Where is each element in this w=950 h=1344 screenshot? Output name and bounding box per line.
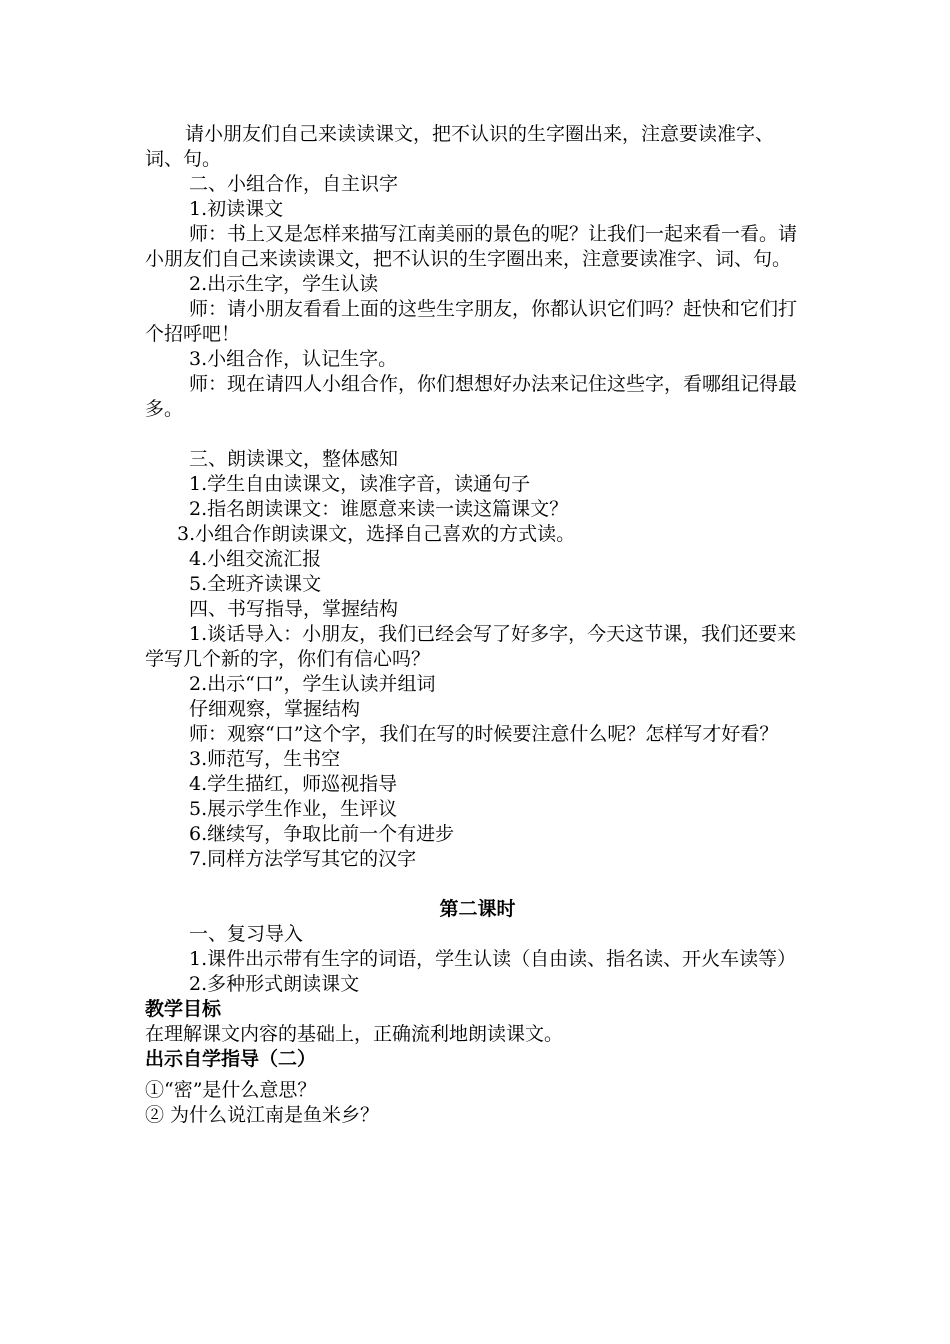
paragraph: 3.小组合作，认记生字。 xyxy=(189,348,398,370)
paragraph: 4.小组交流汇报 xyxy=(189,548,322,570)
paragraph: 6.继续写，争取比前一个有进步 xyxy=(189,823,455,845)
paragraph: 仔细观察，掌握结构 xyxy=(189,698,361,720)
paragraph: 3.小组合作朗读课文，选择自己喜欢的方式读。 xyxy=(177,523,576,545)
paragraph: 师：观察“口”这个字，我们在写的时候要注意什么呢？怎样写才好看？ xyxy=(189,723,779,745)
paragraph: 师：现在请四人小组合作，你们想想好办法来记住这些字，看哪组记得最多。 xyxy=(145,373,798,420)
lesson-heading: 第二课时 xyxy=(439,898,516,920)
blank-line xyxy=(145,422,810,447)
section-heading: 四、书写指导，掌握结构 xyxy=(189,598,399,620)
paragraph: 2.出示“口”，学生认读并组词 xyxy=(189,673,436,695)
paragraph: 7.同样方法学写其它的汉字 xyxy=(189,848,417,870)
paragraph: 1.初读课文 xyxy=(189,198,284,220)
section-heading: 一、复习导入 xyxy=(189,923,304,945)
paragraph: 4.学生描红，师巡视指导 xyxy=(189,773,398,795)
document-page xyxy=(145,122,810,1128)
paragraph: 2.指名朗读课文：谁愿意来读一读这篇课文？ xyxy=(189,498,569,520)
paragraph: 1.谈话导入：小朋友，我们已经会写了好多字，今天这节课，我们还要来学写几个新的字，你们有信心吗？ xyxy=(145,623,797,670)
paragraph: 师：请小朋友看看上面的这些生字朋友，你都认识它们吗？赶快和它们打个招呼吧！ xyxy=(145,298,798,345)
subheading: 教学目标 xyxy=(145,998,222,1020)
paragraph: 5.全班齐读课文 xyxy=(189,573,322,595)
paragraph: 2.出示生字，学生认读 xyxy=(189,273,379,295)
section-heading: 二、小组合作，自主识字 xyxy=(189,173,399,195)
paragraph: 在理解课文内容的基础上，正确流利地朗读课文。 xyxy=(145,1023,564,1045)
subheading: 出示自学指导（二） xyxy=(145,1048,317,1070)
paragraph: 师：书上又是怎样来描写江南美丽的景色的呢？让我们一起来看一看。请小朋友们自己来读读课文，把不认识的生字圈出来，注意要读准字、词、句。 xyxy=(145,223,798,270)
paragraph: 2.多种形式朗读课文 xyxy=(189,973,360,995)
list-item: ② 为什么说江南是鱼米乡？ xyxy=(145,1104,380,1126)
blank-line xyxy=(145,872,810,897)
paragraph: 1.课件出示带有生字的词语，学生认读（自由读、指名读、开火车读等） xyxy=(189,948,797,970)
paragraph: 5.展示学生作业，生评议 xyxy=(189,798,398,820)
paragraph: 1.学生自由读课文，读准字音，读通句子 xyxy=(189,473,531,495)
list-item: ①“密”是什么意思？ xyxy=(145,1079,317,1101)
paragraph: 请小朋友们自己来读读课文，把不认识的生字圈出来，注意要读准字、词、句。 xyxy=(145,123,775,170)
paragraph: 3.师范写，生书空 xyxy=(189,748,341,770)
section-heading: 三、朗读课文，整体感知 xyxy=(189,448,399,470)
